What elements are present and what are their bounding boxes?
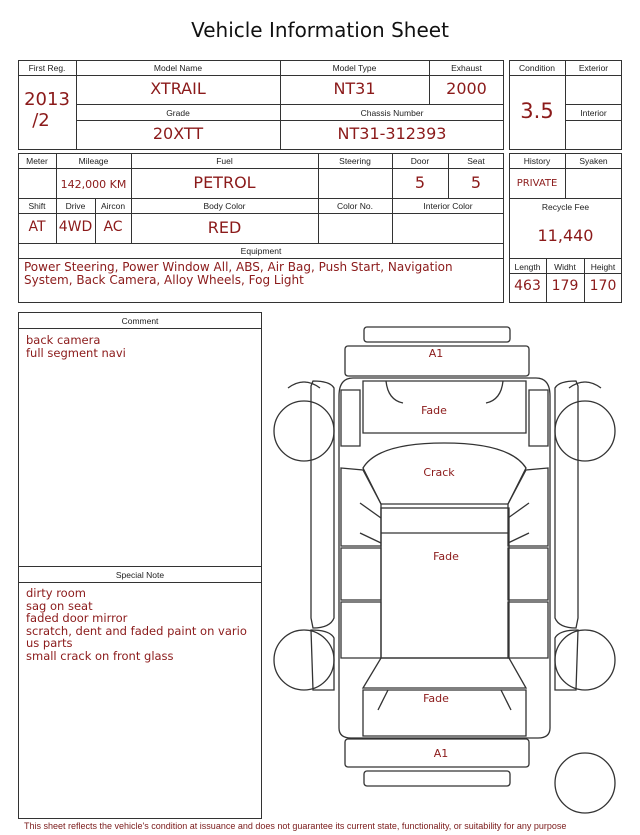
fuel-label: Fuel bbox=[216, 156, 233, 166]
drive-value: 4WD bbox=[58, 219, 93, 235]
exhaust-label: Exhaust bbox=[451, 63, 482, 73]
special-note-line: dirty room bbox=[26, 586, 86, 600]
recycle-fee-value: 11,440 bbox=[537, 226, 594, 245]
special-note-line: small crack on front glass bbox=[26, 649, 174, 663]
model-type-value: NT31 bbox=[333, 79, 376, 98]
comment-line: full segment navi bbox=[26, 346, 126, 360]
body-color-value: RED bbox=[207, 218, 242, 237]
chassis-number-label: Chassis Number bbox=[360, 108, 424, 118]
exhaust-value: 2000 bbox=[446, 79, 487, 98]
trunk-mark: Fade bbox=[423, 692, 449, 705]
drive-label: Drive bbox=[65, 201, 86, 211]
first-reg-year: 2013 bbox=[24, 89, 70, 110]
interior-label: Interior bbox=[580, 108, 607, 118]
first-reg-label: First Reg. bbox=[28, 63, 66, 73]
front-bumper-mark: A1 bbox=[428, 347, 444, 360]
first-reg-month: /2 bbox=[32, 110, 50, 131]
door-value: 5 bbox=[414, 173, 426, 192]
fuel-value: PETROL bbox=[193, 173, 256, 192]
color-no-label: Color No. bbox=[337, 201, 373, 211]
special-note-line: faded door mirror bbox=[26, 611, 128, 625]
length-value: 463 bbox=[514, 278, 541, 294]
equipment-label: Equipment bbox=[240, 246, 282, 256]
comment-line: back camera bbox=[26, 333, 101, 347]
seat-value: 5 bbox=[470, 173, 482, 192]
aircon-label: Aircon bbox=[100, 201, 126, 211]
page-title: Vehicle Information Sheet bbox=[191, 18, 449, 42]
mileage-value: 142,000 KM bbox=[60, 178, 127, 191]
width-value: 179 bbox=[551, 278, 579, 294]
shift-value: AT bbox=[28, 219, 46, 235]
equipment-value: Power Steering, Power Window All, ABS, Air Bag, Push Start, Navigation System, Back Camera, Alloy Wheels, Fog Light bbox=[24, 260, 453, 287]
meter-label: Meter bbox=[26, 156, 48, 166]
hood-mark: Fade bbox=[421, 404, 447, 417]
interior-color-label: Interior Color bbox=[423, 201, 473, 211]
seat-label: Seat bbox=[467, 156, 485, 166]
special-note-line: scratch, dent and faded paint on vario bbox=[26, 624, 247, 638]
height-value: 170 bbox=[589, 278, 617, 294]
model-name-label: Model Name bbox=[153, 63, 203, 73]
condition-label: Condition bbox=[519, 63, 555, 73]
mileage-label: Mileage bbox=[78, 156, 109, 166]
shift-label: Shift bbox=[28, 201, 46, 211]
comment-label: Comment bbox=[121, 316, 159, 326]
width-label: Widht bbox=[554, 262, 576, 272]
model-name-value: XTRAIL bbox=[150, 79, 206, 98]
door-label: Door bbox=[410, 156, 430, 166]
history-label: History bbox=[523, 156, 551, 166]
special-note-line: us parts bbox=[26, 636, 73, 650]
roof-mark: Fade bbox=[433, 550, 459, 563]
exterior-label: Exterior bbox=[578, 63, 609, 73]
windshield-mark: Crack bbox=[423, 466, 455, 479]
special-note-line: sag on seat bbox=[26, 599, 93, 613]
car-diagram bbox=[268, 318, 628, 818]
syaken-label: Syaken bbox=[579, 156, 608, 166]
length-label: Length bbox=[514, 262, 541, 272]
grade-label: Grade bbox=[166, 108, 190, 118]
recycle-fee-label: Recycle Fee bbox=[541, 202, 590, 212]
condition-value: 3.5 bbox=[520, 99, 554, 123]
height-label: Height bbox=[590, 262, 616, 272]
aircon-value: AC bbox=[103, 219, 123, 235]
steering-label: Steering bbox=[339, 156, 371, 166]
grade-value: 20XTT bbox=[152, 124, 204, 143]
special-note-label: Special Note bbox=[115, 570, 165, 580]
chassis-number-value: NT31-312393 bbox=[337, 124, 447, 143]
disclaimer-footer: This sheet reflects the vehicle's condition at issuance and does not guarantee its current state, functionality, or suitability for any purpose bbox=[24, 821, 567, 831]
model-type-label: Model Type bbox=[332, 63, 377, 73]
rear-bumper-mark: A1 bbox=[433, 747, 449, 760]
history-value: PRIVATE bbox=[516, 178, 558, 189]
body-color-label: Body Color bbox=[203, 201, 246, 211]
